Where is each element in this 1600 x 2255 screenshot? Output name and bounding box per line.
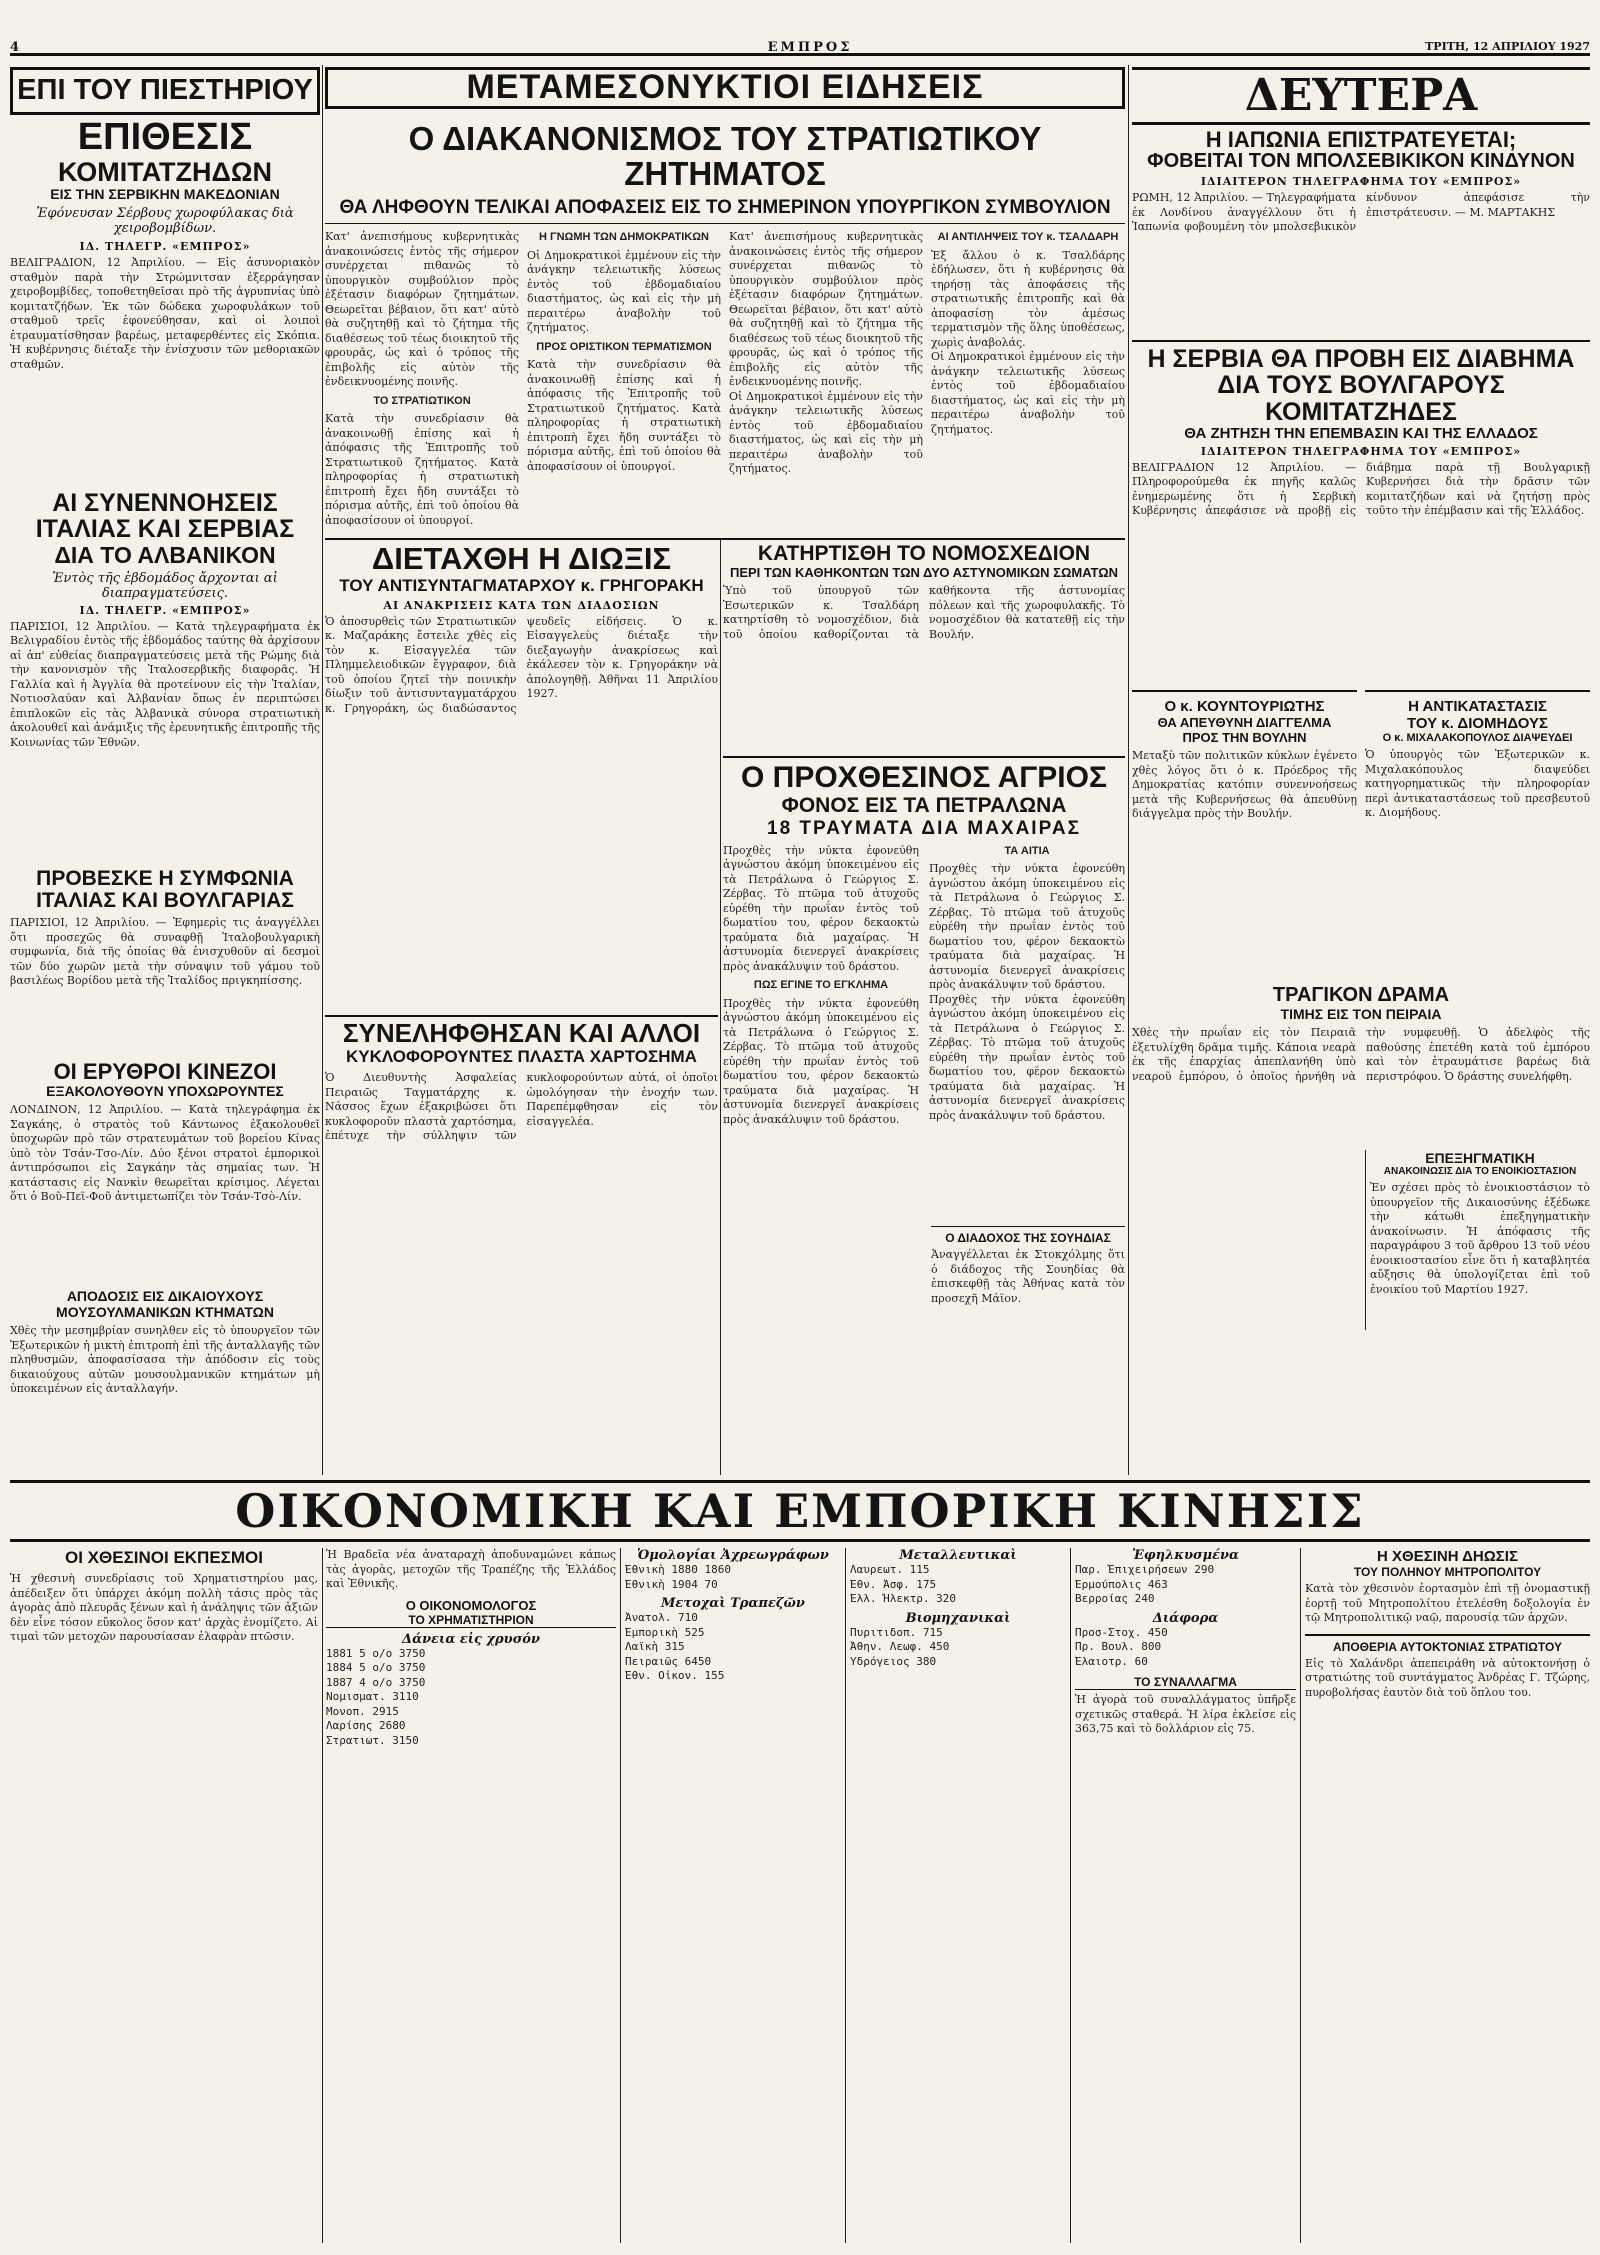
article-replacement	[1365, 690, 1590, 980]
list-item: Παρ. Ἐπιχειρήσεων 290	[1075, 1563, 1215, 1576]
article-body: Κατὰ τὴν συνεδρίασιν θὰ ἀνακοινωθῇ ἐπίσης καὶ ἡ ἀπόφασις τῆς Ἐπιτροπῆς τοῦ Στρατιωτικοῦ ζητήματος. Κατὰ πληροφορίας ἡ στρατιωτικὴ ἐπιτροπὴ ἔχει ἤδη συντάξει τὸ πόρισμα αὐτῆς, ἐπὶ τοῦ ὁποίου θὰ ἀποφασίσουν οἱ ὑπουργοί.	[527, 358, 721, 473]
deck: 18 ΤΡΑΥΜΑΤΑ ΔΙΑ ΜΑΧΑΙΡΑΣ	[767, 817, 1081, 839]
list-item: Ἀθην. Λεωφ. 450	[850, 1640, 950, 1653]
page-number: 4	[10, 40, 20, 55]
list-item: Μονοπ. 2915	[326, 1704, 399, 1718]
article-body: ΛΟΝΔΙΝΟΝ, 12 Ἀπριλίου. — Κατὰ τηλεγράφημα ἐκ Σαγκάης, ὁ στρατὸς τοῦ Κάντωνος ἐξακολουθεῖ ὑποχωρῶν πρὸ τῶν στρατευμάτων τοῦ βορείου Κίνας ὑπὸ τὸν Τσάν-Τσο-Λίν. Δύο ξένοι στρατοὶ ἐμπορικοὶ ἀντιπρόσωποι εἰς Σαγκάην τὰς σημαίας των. Ἡ κατάστασις εἰς Νανκὶν θεωρεῖται κρίσιμος. Λέγεται ὅτι ὁ Βοῦ-Πεϊ-Φοῦ ἀντιμετωπίζει τὸν Τσάν-Τσὸ-Λίν.	[10, 1103, 320, 1204]
subheadline: ΕΞΑΚΟΛΟΥΘΟΥΝ ΥΠΟΧΩΡΟΥΝΤΕΣ	[46, 1083, 284, 1100]
list-heading: Δάνεια εἰς χρυσόν	[402, 1631, 540, 1647]
list-item: Λαρίσης 2680	[326, 1719, 406, 1732]
article-body: Ἐξ ἄλλου ὁ κ. Τσαλδάρης ἐδήλωσεν, ὅτι ἡ κυβέρνησις θὰ τηρήσῃ τὰς ἀποφάσεις τῆς στρατιωτικῆς ἐπιτροπῆς καὶ θὰ ἀποφασίσῃ τὸν ἀμέσως τερματισμὸν τῆς ὅλης ὑποθέσεως, χωρὶς ἀναβολάς.	[931, 248, 1125, 349]
bonds-list	[625, 1548, 841, 2248]
headline: Η ΑΝΤΙΚΑΤΑΣΤΑΣΙΣ	[1408, 698, 1547, 715]
list-item: Στρατιωτ. 3150	[326, 1733, 419, 1747]
headline: ΔΙΑ ΤΟΥΣ ΒΟΥΛΓΑΡΟΥΣ ΚΟΜΙΤΑΤΖΗΔΕΣ	[1217, 371, 1505, 426]
issue-date: ΤΡΙΤΗ, 12 ΑΠΡΙΛΙΟΥ 1927	[1425, 40, 1590, 53]
list-item: 1887 4 ο/ο 3750	[326, 1675, 426, 1689]
column-rule	[1128, 65, 1129, 1475]
headline: ΤΡΑΓΙΚΟΝ ΔΡΑΜΑ	[1272, 985, 1450, 1006]
article-red-chinese	[10, 1060, 320, 1285]
article-body: Εἰς τὸ Χαλάνδρι ἀπεπειράθη νὰ αὐτοκτονήσῃ ὁ στρατιώτης τοῦ συντάγματος Ἀνδρέας Γ. Τζώρης, πυροβολήσας ἑαυτὸν διὰ τοῦ ὅπλου του.	[1305, 1656, 1590, 1699]
headline: ΔΙΑ ΤΟ ΑΛΒΑΝΙΚΟΝ	[54, 541, 276, 568]
article-japan	[1132, 128, 1590, 338]
dateline: ΙΔ. ΤΗΛΕΓΡ. «ΕΜΠΡΟΣ»	[79, 603, 251, 617]
headline: ΕΠΕΞΗΓΜΑΤΙΚΗ	[1425, 1150, 1535, 1166]
article-body: Ὁ ἀποσυρθεὶς τῶν Στρατιωτικῶν κ. Μαζαράκης ἔστειλε χθὲς εἰς τὸν κ. Εἰσαγγελέα τῶν Πλημμελειοδικῶν ἔγγραφον, διὰ τοῦ ὁποίου ζητεῖ τὴν ποινικὴν δίωξιν τοῦ ἀντισυνταγματάρχου κ. Γρηγοράκη, ὡς διαδώσαντος ψευδεῖς εἰδήσεις. Ὁ κ. Εἰσαγγελεὺς διέταξε τὴν διεξαγωγὴν ἀνακρίσεως καὶ ἐκάλεσεν τὸν κ. Γρηγοράκην νὰ ἀπολογηθῇ. Ἀθῆναι 11 Ἀπριλίου 1927.	[325, 614, 718, 715]
article-body: Ἡ χθεσινὴ συνεδρίασις τοῦ Χρηματιστηρίου μας, ἀπέδειξεν ὅτι ὑπάρχει ἀκόμη πολλὴ τάσις πρὸς τὰς ἀγορὰς ἀπὸ πλευρᾶς ξένων καὶ ἡ ἀνάληψις τῶν ἀξιῶν δὲν εἶνε τόσον εὔκολος ὅσον κατ' ἀρχὰς ἐνομίζετο. Αἱ τιμαὶ τῶν μετοχῶν παρουσίασαν ἐλαφρὰν πτῶσιν.	[10, 1572, 318, 1643]
article-drama	[1132, 985, 1590, 1150]
dateline: ΙΔΙΑΙΤΕΡΟΝ ΤΗΛΕΓΡΑΦΗΜΑ ΤΟΥ «ΕΜΠΡΟΣ»	[1200, 175, 1522, 189]
list-item: Ὑδρόγειος 380	[850, 1654, 937, 1668]
article-military-issue	[325, 112, 1125, 537]
subheadline: ΕΙΣ ΤΗΝ ΣΕΡΒΙΚΗΝ ΜΑΚΕΔΟΝΙΑΝ	[50, 186, 280, 203]
list-item: Ἐμπορικὴ 525	[625, 1625, 705, 1639]
article-rent-control	[1370, 1150, 1590, 1475]
article-body: ΒΕΛΙΓΡΑΔΙΟΝ, 12 Ἀπριλίου. — Εἰς ἀσυνοριακὸν σταθμὸν παρὰ τὴν Στρώμνιτσαν ἐξερράγησαν χειροβομβίδες, τοποθετηθεῖσαι πρὸ τῆς ἀγρυπνίας ὑπὸ κομιτατζήδων. Ἐκ τῶν δώδεκα χωροφυλάκων τοῦ σταθμοῦ τρεῖς ἐφονεύθησαν, καὶ οἱ λοιποὶ ἐτραυματίσθησαν βαρέως, μεταφερθέντες εἰς Σκόπια. Ἡ κυβέρνησις διέταξε τὴν ἐνίσχυσιν τῶν μεθοριακῶν σταθμῶν.	[10, 256, 320, 371]
headline: ΜΟΥΣΟΥΛΜΑΝΙΚΩΝ ΚΤΗΜΑΤΩΝ	[56, 1304, 274, 1320]
subheadline: ΤΟΥ ΑΝΤΙΣΥΝΤΑΓΜΑΤΑΡΧΟΥ κ. ΓΡΗΓΟΡΑΚΗ	[339, 575, 704, 595]
headline: ΟΙ ΕΡΥΘΡΟΙ ΚΙΝΕΖΟΙ	[53, 1060, 277, 1084]
section-heading: ΠΩΣ ΕΓΙΝΕ ΤΟ ΕΓΚΛΗΜΑ	[753, 979, 889, 991]
article-koundouriotis	[1132, 690, 1357, 980]
headline: ΟΙ ΧΘΕΣΙΝΟΙ ΕΚΠΕΣΜΟΙ	[65, 1548, 263, 1567]
column-rule	[1365, 1150, 1366, 1330]
article-body: Κατὰ τὸν χθεσινὸν ἑορτασμὸν ἐπὶ τῇ ὀνομαστικῇ ἑορτῇ τοῦ Μητροπολίτου ἐτελέσθη δοξολογία ἐν τῷ Μητροπολιτικῷ ναῷ, παρουσίᾳ τῶν ἀρχῶν.	[1305, 1582, 1590, 1624]
list-item: Ἐλαιοτρ. 60	[1075, 1654, 1148, 1668]
headline: ΔΙΕΤΑΧΘΗ Η ΔΙΩΞΙΣ	[371, 543, 672, 576]
article-body: Οἱ Δημοκρατικοὶ ἐμμένουν εἰς τὴν ἀνάγκην τελειωτικῆς λύσεως ἐντὸς τοῦ ἐβδομαδιαίου διαστήματος, ὡς καὶ εἰς τὴν μὴ περαιτέρω ἀναβολὴν τοῦ ζητήματος.	[527, 248, 721, 335]
article-arrests	[325, 1015, 718, 1475]
list-heading: Μεταλλευτικαὶ	[899, 1548, 1017, 1563]
list-heading: Ὁμολογίαι Ἀχρεωγράφων	[637, 1548, 829, 1563]
list-item: Ἑρμούπολις 463	[1075, 1577, 1168, 1591]
article-body: Κατὰ τὴν συνεδρίασιν θὰ ἀνακοινωθῇ ἐπίσης καὶ ἡ ἀπόφασις τῆς Ἐπιτροπῆς τοῦ Στρατιωτικοῦ ζητήματος. Κατὰ πληροφορίας ἡ στρατιωτικὴ ἐπιτροπὴ ἔχει ἤδη συντάξει τὸ πόρισμα αὐτῆς, ἐπὶ τοῦ ὁποίου θὰ ἀποφασίσουν οἱ ὑπουργοί.	[325, 412, 519, 527]
article-body: Οἱ Δημοκρατικοὶ ἐμμένουν εἰς τὴν ἀνάγκην τελειωτικῆς λύσεως ἐντὸς τοῦ ἐβδομαδιαίου διαστήματος, ὡς καὶ εἰς τὴν μὴ περαιτέρω ἀναβολὴν τοῦ ζητήματος.	[931, 350, 1125, 436]
headline: ΙΤΑΛΙΑΣ ΚΑΙ ΣΕΡΒΙΑΣ	[35, 515, 295, 544]
list-heading: Μετοχαὶ Τραπεζῶν	[661, 1596, 805, 1611]
boxed-brief	[931, 1226, 1125, 1346]
mining-list	[850, 1548, 1066, 2248]
headline: ΕΠΙΘΕΣΙΣ	[77, 118, 253, 158]
article-body: Χθὲς τὴν πρωΐαν εἰς τὸν Πειραιᾶ ἐξετυλίχθη δρᾶμα τιμῆς. Κάποια νεαρὰ ἐκ τῆς ἐπαρχίας ἀπεπλανήθη ὑπὸ νεαροῦ ἐμπόρου, ὁ ὁποῖος ἠρνήθη νὰ τὴν νυμφευθῇ. Ὁ ἀδελφὸς τῆς παθούσης ἐπετέθη κατὰ τοῦ ἐμπόρου καὶ τὸν ἐτραυμάτισε βαρέως διὰ περιστρόφου. Ὁ δράστης συνελήφθη.	[1132, 1026, 1590, 1083]
subheadline: ΤΙΜΗΣ ΕΙΣ ΤΟΝ ΠΕΙΡΑΙΑ	[1280, 1006, 1442, 1022]
article-prosecution	[325, 543, 718, 1013]
list-item: Πυριτιδοπ. 715	[850, 1625, 943, 1639]
list-item: Ἑλλ. Ἠλεκτρ. 320	[850, 1592, 956, 1605]
section-banner: ΟΙΚΟΝΟΜΙΚΗ ΚΑΙ ΕΜΠΟΡΙΚΗ ΚΙΝΗΣΙΣ	[10, 1480, 1590, 1542]
list-item: 1881 5 ο/ο 3750	[326, 1646, 426, 1660]
list-item: Προσ-Στοχ. 450	[1075, 1625, 1168, 1639]
section-heading: ΑΙ ΑΝΤΙΛΗΨΕΙΣ ΤΟΥ κ. ΤΣΑΛΔΑΡΗ	[937, 231, 1119, 244]
article-body: Ὑπὸ τοῦ ὑπουργοῦ τῶν Ἐσωτερικῶν κ. Τσαλδάρη κατηρτίσθη τὸ νομοσχέδιον, διὰ τοῦ ὁποίου καθορίζονται τὰ καθήκοντα τῆς ἀστυνομίας πόλεων καὶ τῆς χωροφυλακῆς. Τὸ νομοσχέδιον θὰ κατατεθῇ εἰς τὴν Βουλήν.	[723, 584, 1125, 641]
article-body: Χθὲς τὴν μεσημβρίαν συνηλθεν εἰς τὸ ὑπουργεῖον τῶν Ἐξωτερικῶν ἡ μικτὴ ἐπιτροπὴ ἐπὶ τῆς ἀνταλλαγῆς τῶν πληθυσμῶν, ἀποφασίσασα τὴν ἀπόδοσιν εἰς τοὺς δικαιούχους αὐτῶν μουσουλμανικῶν κτημάτων μὴ ὑποκειμένων εἰς ἀνταλλαγήν.	[10, 1324, 320, 1395]
list-item: Πειραιῶς 6450	[625, 1654, 712, 1668]
article-muslim-estates	[10, 1288, 320, 1473]
headline: Η ΣΕΡΒΙΑ ΘΑ ΠΡΟΒΗ ΕΙΣ ΔΙΑΒΗΜΑ	[1132, 340, 1590, 372]
article-body: ΠΑΡΙΣΙΟΙ, 12 Ἀπριλίου. — Ἐφημερὶς τις ἀναγγέλλει ὅτι προσεχῶς θὰ συναφθῇ Ἰταλοβουλγαρικὴ συμφωνία, διὰ τῆς ὁποίας θὰ ἐνισχυθοῦν αἱ δεσμοὶ τῶν δύο χωρῶν μετὰ τὴν σύναψιν τοῦ γάμου τοῦ βασιλέως Βορίδου μετὰ τῆς Ἰταλίδος πριγκηπίσσης.	[10, 916, 320, 988]
article-body: ΒΕΛΙΓΡΑΔΙΟΝ 12 Ἀπριλίου. — Πληροφορούμεθα ἐκ πηγῆς καλῶς ἐνημερωμένης ὅτι ἡ Σερβικὴ Κυβέρνησις ἀπεφάσισε νὰ προβῇ εἰς διάβημα παρὰ τῇ Βουλγαρικῇ Κυβερνήσει διὰ τὴν δρᾶσιν τῶν κομιτατζήδων καὶ νὰ ζητήσῃ πρὸς τοῦτο τὴν ἐπέμβασιν καὶ τῆς Ἑλλάδος.	[1132, 460, 1590, 518]
subheadline: ΘΑ ΛΗΦΘΟΥΝ ΤΕΛΙΚΑΙ ΑΠΟΦΑΣΕΙΣ ΕΙΣ ΤΟ ΣΗΜΕΡΙΝΟΝ ΥΠΟΥΡΓΙΚΟΝ ΣΥΜΒΟΥΛΙΟΝ	[325, 197, 1125, 224]
ceremony-and-brief	[1305, 1548, 1590, 2248]
subheadline: ΠΕΡΙ ΤΩΝ ΚΑΘΗΚΟΝΤΩΝ ΤΩΝ ΔΥΟ ΑΣΤΥΝΟΜΙΚΩΝ ΣΩΜΑΤΩΝ	[729, 565, 1119, 581]
headline: ΑΠΟΘΕΡΙΑ ΑΥΤΟΚΤΟΝΙΑΣ ΣΤΡΑΤΙΩΤΟΥ	[1305, 1634, 1590, 1654]
article-body: Ὁ Διευθυντὴς Ἀσφαλείας Πειραιῶς Ταγματάρχης κ. Νάσσος ἔχων ἐξακριβώσει ὅτι κυκλοφοροῦν πλαστὰ χαρτόσημα, ἐπέτυχε τὴν σύλληψιν τῶν κυκλοφορούντων αὐτά, οἱ ὁποῖοι ὡμολόγησαν τὴν ἐνοχήν των. Παρεπέμφθησαν εἰς τὸν εἰσαγγελέα.	[325, 1071, 718, 1143]
headline: Ο ΔΙΑΔΟΧΟΣ ΤΗΣ ΣΟΥΗΔΙΑΣ	[945, 1231, 1111, 1245]
list-item: Ἐθνικὴ 1880 1860	[625, 1563, 731, 1576]
article-body: Προχθὲς τὴν νύκτα ἐφονεύθη ἀγνώστου ἀκόμη ὑποκειμένου εἰς τὰ Πετράλωνα ὁ Γεώργιος Σ. Ζέρβας. Τὸ πτῶμα τοῦ ἀτυχοῦς εὑρέθη τὴν πρωΐαν ἐντὸς τοῦ δωματίου του, φέρον δεκαοκτὼ τραύματα διὰ μαχαίρας. Ἡ ἀστυνομία διενεργεῖ ἀνακρίσεις πρὸς ἀνακάλυψιν τοῦ δράστου.	[929, 862, 1125, 991]
article-body: Ἀναγγέλλεται ἐκ Στοκχόλμης ὅτι ὁ διάδοχος τῆς Σουηδίας θὰ ἐπισκεφθῇ τὰς Ἀθήνας κατὰ τὸν προσεχῆ Μάϊον.	[931, 1248, 1125, 1305]
list-item: Πρ. Βουλ. 800	[1075, 1640, 1162, 1653]
headline: ΑΙ ΣΥΝΕΝΝΟΗΣΕΙΣ	[52, 490, 278, 517]
article-body: Προχθὲς τὴν νύκτα ἐφονεύθη ἀγνώστου ἀκόμη ὑποκειμένου εἰς τὰ Πετράλωνα ὁ Γεώργιος Σ. Ζέρβας. Τὸ πτῶμα τοῦ ἀτυχοῦς εὑρέθη τὴν πρωΐαν ἐντὸς τοῦ δωματίου του, φέρον δεκαοκτὼ τραύματα διὰ μαχαίρας. Ἡ ἀστυνομία διενεργεῖ ἀνακρίσεις πρὸς ἀνακάλυψιν τοῦ δράστου.	[929, 992, 1125, 1122]
article-body: ΠΑΡΙΣΙΟΙ, 12 Ἀπριλίου. — Κατὰ τηλεγραφήματα ἐκ Βελιγραδίου ἐντὸς τῆς ἑβδομάδος ταύτης θὰ ἀρχίσουν αἱ ἀπ' εὐθείας διαπραγματεύσεις μετὰ τῆς Ρώμης διὰ τὴν κανονισμὸν τῆς Ἰταλοσερβικῆς διαφορᾶς. Ἡ Γαλλία καὶ ἡ Ἀγγλία θὰ προτείνουν εἰς τὴν Ἰταλίαν, Νοτιοσλαύαν καὶ Ἀλβανίαν ὅπως ἐν περιπτώσει ἐπιπλοκῶν εἰς τὰς Ἀλβανικὰ σύνορα στρατιωτικὴ ἀκολουθεῖ καὶ ἀνάμιξις τῆς ἐρευνητικῆς ἐπιτροπῆς τῆς Κοινωνίας τῶν Ἐθνῶν.	[10, 619, 320, 749]
article-body: Ἐν σχέσει πρὸς τὸ ἐνοικιοστάσιον τὸ ὑπουργεῖον τῆς Δικαιοσύνης ἐξέδωκε τὴν κάτωθι ἐπεξηγηματικὴν ἀνακοίνωσιν. Ἡ ἀπόφασις τῆς παραγράφου 3 τοῦ ἄρθρου 13 τοῦ νέου ἐνοικιοστασίου εἶνε ὅτι ἡ καταβλητέα αὔξησις θὰ ὑπολογίζεται ἐπὶ τοῦ ἐνοικίου τοῦ Μαρτίου 1927.	[1370, 1181, 1590, 1296]
list-heading: Βιομηχανικαὶ	[905, 1610, 1011, 1626]
list-item: Νομισματ. 3110	[326, 1690, 419, 1703]
article-body: Ὁ ὑπουργὸς τῶν Ἐξωτερικῶν κ. Μιχαλακόπουλος διαψεύδει κατηγορηματικῶς τὴν πληροφορίαν περὶ ἀντικαταστάσεως τοῦ πρεσβευτοῦ κ. Διομήδους.	[1365, 748, 1590, 819]
headline: ΠΡΟΒΕΣΚΕ Η ΣΥΜΦΩΝΙΑ	[36, 868, 294, 890]
subheadline: ΑΝΑΚΟΙΝΩΣΙΣ ΔΙΑ ΤΟ ΕΝΟΙΚΙΟΣΤΑΣΙΟΝ	[1383, 1166, 1577, 1177]
article-italy-serbia	[10, 490, 320, 865]
divider	[325, 538, 1125, 540]
column-banner: ΜΕΤΑΜΕΣΟΝΥΚΤΙΟΙ ΕΙΔΗΣΕΙΣ	[325, 67, 1125, 109]
headline: Η ΧΘΕΣΙΝΗ ΔΗΩΣΙΣ	[1377, 1548, 1518, 1565]
headline: ΚΑΤΗΡΤΙΣΘΗ ΤΟ ΝΟΜΟΣΧΕΔΙΟΝ	[757, 543, 1091, 565]
subheadline: ΤΟ ΧΡΗΜΑΤΙΣΤΗΡΙΟΝ	[326, 1613, 616, 1628]
list-item: 1884 5 ο/ο 3750	[326, 1661, 426, 1674]
article-body: Ἡ Βραδεῖα νέα ἀναταραχὴ ἀποδυναμώνει κάπως τὰς ἀγορὰς, μετοχῶν τῆς Τραπέζης τῆς Ἑλλάδος καὶ Ἐθνικῆς.	[326, 1548, 616, 1590]
subheadline: ΦΟΒΕΙΤΑΙ ΤΟΝ ΜΠΟΛΣΕΒΙΚΙΚΟΝ ΚΙΝΔΥΝΟΝ	[1147, 150, 1575, 173]
list-item: Λαϊκὴ 315	[625, 1640, 685, 1653]
article-body: Κατ' ἀνεπισήμους κυβερνητικὰς ἀνακοινώσεις ἐντὸς τῆς σήμερον συνέρχεται πιθανῶς τὸ ὑπουργικὸν συμβούλιον πρὸς ἐξέτασιν διαφόρων ζητημάτων. Θεωρεῖται βέβαιον, ὅτι κατ' αὐτὸ θὰ συζητηθῇ καὶ τὸ ζήτημα τῆς διαθέσεως τοῦ τέως διοικητοῦ τῆς φρουρᾶς, ὡς καὶ ὁ τρόπος τῆς ἐπιβολῆς εἰς αὐτὸν τῆς ἐνδεικνυομένης ποινῆς.	[325, 230, 519, 389]
list-item: Ἐθν. Οἰκον. 155	[625, 1669, 725, 1682]
list-item: Ἀνατολ. 710	[625, 1611, 698, 1624]
dateline: ΙΔΙΑΙΤΕΡΟΝ ΤΗΛΕΓΡΑΦΗΜΑ ΤΟΥ «ΕΜΠΡΟΣ»	[1200, 444, 1522, 458]
section-heading: ΤΟ ΣΤΡΑΤΙΩΤΙΚΟΝ	[373, 394, 471, 407]
headline: Ο κ. ΚΟΥΝΤΟΥΡΙΩΤΗΣ	[1164, 698, 1325, 715]
section-heading: ΤΑ ΑΙΤΙΑ	[1004, 844, 1050, 857]
column-banner: ΔΕΥΤΕΡΑ	[1132, 67, 1590, 125]
article-body: Προχθὲς τὴν νύκτα ἐφονεύθη ἀγνώστου ἀκόμη ὑποκειμένου εἰς τὰ Πετράλωνα ὁ Γεώργιος Σ. Ζέρβας. Τὸ πτῶμα τοῦ ἀτυχοῦς εὑρέθη τὴν πρωΐαν ἐντὸς τοῦ δωματίου του, φέρον δεκαοκτὼ τραύματα διὰ μαχαίρας. Ἡ ἀστυνομία διενεργεῖ ἀνακρίσεις πρὸς ἀνακάλυψιν τοῦ δράστου.	[723, 843, 919, 973]
list-item: Βερροίας 240	[1075, 1592, 1155, 1605]
article-body: Προχθὲς τὴν νύκτα ἐφονεύθη ἀγνώστου ἀκόμη ὑποκειμένου εἰς τὰ Πετράλωνα ὁ Γεώργιος Σ. Ζέρβας. Τὸ πτῶμα τοῦ ἀτυχοῦς εὑρέθη τὴν πρωΐαν ἐντὸς τοῦ δωματίου του, φέρον δεκαοκτὼ τραύματα διὰ μαχαίρας. Ἡ ἀστυνομία διενεργεῖ ἀνακρίσεις πρὸς ἀνακάλυψιν τοῦ δράστου.	[723, 996, 919, 1126]
headline: ΣΥΝΕΛΗΦΘΗΣΑΝ ΚΑΙ ΑΛΛΟΙ	[325, 1015, 718, 1047]
column-rule	[720, 540, 721, 1475]
deck: ΑΙ ΑΝΑΚΡΙΣΕΙΣ ΚΑΤΑ ΤΩΝ ΔΙΑΔΟΣΙΩΝ	[383, 598, 660, 612]
deck: Ἐφόνευσαν Σέρβους χωροφύλακας διὰ χειροβομβίδων.	[36, 206, 294, 237]
article-italy-bulgaria	[10, 868, 320, 1058]
list-item: Λαυρεωτ. 115	[850, 1563, 930, 1576]
deck: ΘΑ ΖΗΤΗΣΗ ΤΗΝ ΕΠΕΜΒΑΣΙΝ ΚΑΙ ΤΗΣ ΕΛΛΑΔΟΣ	[1184, 424, 1538, 442]
masthead	[10, 40, 1590, 56]
article-body: Μεταξὺ τῶν πολιτικῶν κύκλων ἐγένετο χθὲς λόγος ὅτι ὁ κ. Πρόεδρος τῆς Δημοκρατίας κατόπιν συνεννοήσεως μετὰ τῆς Κυβερνήσεως θὰ ἀπευθύνῃ διάγγελμα πρὸς τὴν Βουλήν.	[1132, 749, 1357, 820]
dateline: ΙΔ. ΤΗΛΕΓΡ. «ΕΜΠΡΟΣ»	[79, 240, 251, 254]
article-body: Οἱ Δημοκρατικοὶ ἐμμένουν εἰς τὴν ἀνάγκην τελειωτικῆς λύσεως ἐντὸς τοῦ ἐβδομαδιαίου διαστήματος, ὡς καὶ εἰς τὴν μὴ περαιτέρω ἀναβολὴν τοῦ ζητήματος.	[729, 389, 923, 476]
column-banner: ΕΠΙ ΤΟΥ ΠΙΕΣΤΗΡΙΟΥ	[10, 67, 320, 115]
section-heading: Η ΓΝΩΜΗ ΤΩΝ ΔΗΜΟΚΡΑΤΙΚΩΝ	[538, 231, 710, 244]
headline: Η ΙΑΠΩΝΙΑ ΕΠΙΣΤΡΑΤΕΥΕΤΑΙ;	[1205, 128, 1517, 152]
section-heading: ΠΡΟΣ ΟΡΙΣΤΙΚΟΝ ΤΕΡΜΑΤΙΣΜΟΝ	[536, 340, 712, 353]
article-bill	[723, 543, 1125, 753]
headline: Ο ΟΙΚΟΝΟΜΟΛΟΓΟΣ	[405, 1597, 537, 1613]
article-body: Ἡ ἀγορὰ τοῦ συναλλάγματος ὑπῆρξε σχετικῶς σταθερά. Ἡ λίρα ἐκλείσε εἰς 363,75 καὶ τὸ δολλάριον εἰς 75.	[1075, 1693, 1296, 1735]
article-murder	[723, 756, 1125, 1476]
subheadline: ΤΟΥ κ. ΔΙΟΜΗΔΟΥΣ	[1406, 715, 1549, 732]
subheadline: ΚΥΚΛΟΦΟΡΟΥΝΤΕΣ ΠΛΑΣΤΑ ΧΑΡΤΟΣΗΜΑ	[346, 1047, 697, 1067]
list-item: Ἐθν. Ἀσφ. 175	[850, 1577, 937, 1591]
misc-list	[1075, 1548, 1296, 2248]
article-attack	[10, 118, 320, 488]
deck: Ἐντὸς τῆς ἑβδομάδος ἄρχονται αἱ διαπραγματεύσεις.	[52, 570, 278, 601]
headline: Ο ΠΡΟΧΘΕΣΙΝΟΣ ΑΓΡΙΟΣ	[723, 756, 1125, 794]
article-serbia-demarche	[1132, 340, 1590, 685]
deck: Ο κ. ΜΙΧΑΛΑΚΟΠΟΥΛΟΣ ΔΙΑΨΕΥΔΕΙ	[1382, 732, 1573, 744]
deck: ΠΡΟΣ ΤΗΝ ΒΟΥΛΗΝ	[1182, 730, 1307, 745]
subheadline: ΤΟΥ ΠΟΛΗΝΟΥ ΜΗΤΡΟΠΟΛΙΤΟΥ	[1353, 1565, 1542, 1579]
list-heading: Ἐφηλκυσμένα	[1131, 1548, 1240, 1563]
subheadline: ΦΟΝΟΣ ΕΙΣ ΤΑ ΠΕΤΡΑΛΩΝΑ	[781, 793, 1067, 817]
headline: ΑΠΟΔΟΣΙΣ ΕΙΣ ΔΙΚΑΙΟΥΧΟΥΣ	[66, 1288, 264, 1304]
subheadline: ΘΑ ΑΠΕΥΘΥΝΗ ΔΙΑΓΓΕΛΜΑ	[1157, 715, 1332, 730]
list-heading: Διάφορα	[1152, 1610, 1219, 1626]
market-report	[10, 1548, 318, 2248]
column-rule	[322, 65, 323, 1475]
economist-column	[326, 1548, 616, 2248]
newspaper-name: ΕΜΠΡΟΣ	[767, 40, 853, 55]
subheadline: ΤΟ ΣΥΝΑΛΛΑΓΜΑ	[1075, 1675, 1296, 1690]
list-item: Ἐθνικὴ 1904 70	[625, 1577, 718, 1591]
headline: ΙΤΑΛΙΑΣ ΚΑΙ ΒΟΥΛΓΑΡΙΑΣ	[36, 889, 294, 913]
article-body: ΡΩΜΗ, 12 Ἀπριλίου. — Τηλεγραφήματα ἐκ Λονδίνου ἀναγγέλλουν ὅτι ἡ Ἰαπωνία φοβουμένη τὸν μπολσεβικικὸν κίνδυνον ἀπεφάσισε τὴν ἐπιστράτευσιν. — Μ. ΜΑΡΤΑΚΗΣ	[1132, 191, 1590, 234]
headline: Ο ΔΙΑΚΑΝΟΝΙΣΜΟΣ ΤΟΥ ΣΤΡΑΤΙΩΤΙΚΟΥ ΖΗΤΗΜΑΤΟΣ	[408, 120, 1042, 192]
headline: ΚΟΜΙΤΑΤΖΗΔΩΝ	[57, 156, 273, 187]
article-body: Κατ' ἀνεπισήμους κυβερνητικὰς ἀνακοινώσεις ἐντὸς τῆς σήμερον συνέρχεται πιθανῶς τὸ ὑπουργικὸν συμβούλιον πρὸς ἐξέτασιν διαφόρων ζητημάτων. Θεωρεῖται βέβαιον, ὅτι κατ' αὐτὸ θὰ συζητηθῇ καὶ τὸ ζήτημα τῆς διαθέσεως τοῦ τέως διοικητοῦ τῆς φρουρᾶς, ὡς καὶ ὁ τρόπος τῆς ἐπιβολῆς εἰς αὐτὸν τῆς ἐνδεικνυομένης ποινῆς.	[729, 230, 923, 389]
